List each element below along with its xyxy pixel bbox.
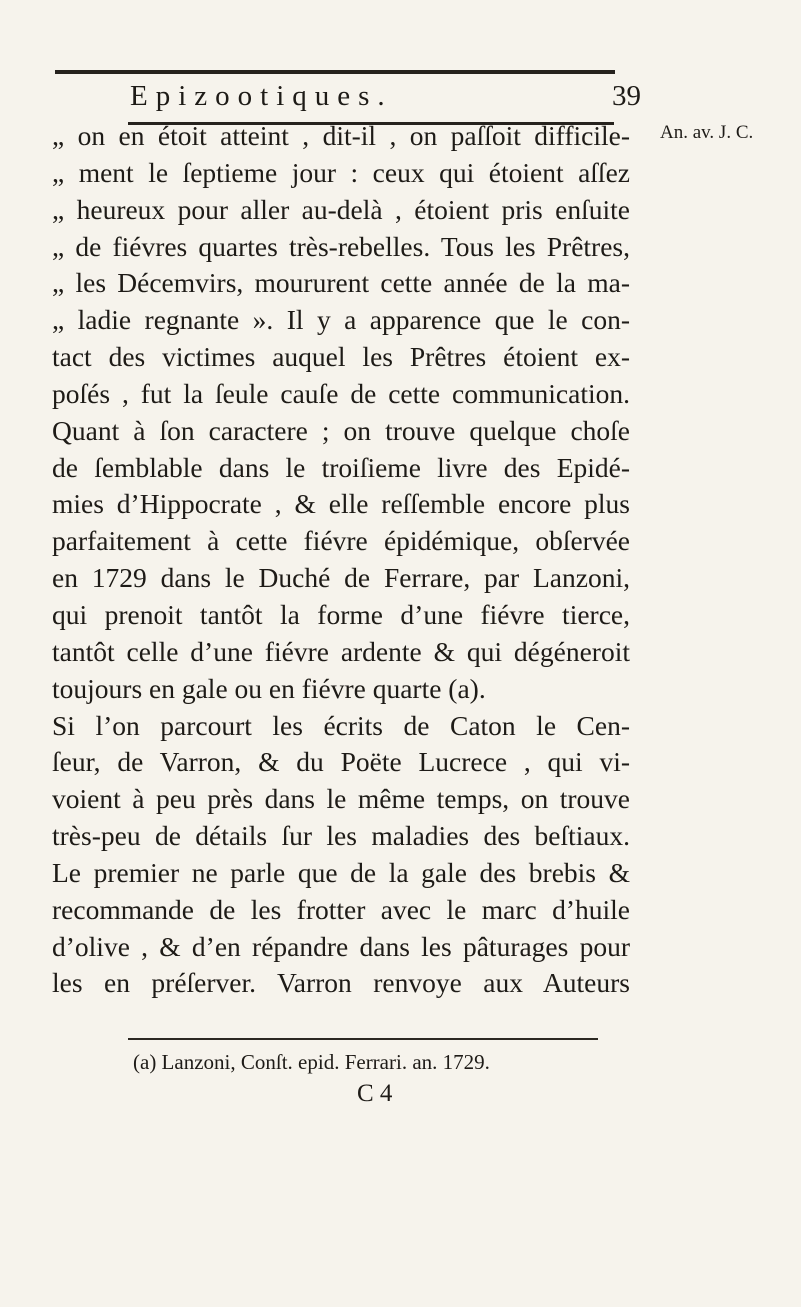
text-line: mies d’Hippocrate , & elle reſſemble encore plus (52, 488, 630, 520)
body-text (52, 118, 630, 1002)
text-line: „ ment le ſeptieme jour : ceux qui étoient aſſez (52, 156, 630, 188)
text-line: „ heureux pour aller au-delà , étoient pris enſuite (52, 193, 630, 225)
margin-note: An. av. J. C. (660, 122, 754, 143)
text-line: les en préſerver. Varron renvoye aux Auteurs (52, 967, 630, 999)
signature-mark: C 4 (357, 1080, 393, 1107)
text-line: très-peu de détails ſur les maladies des beſtiaux. (52, 820, 630, 852)
text-line: „ de fiévres quartes très-rebelles. Tous les Prêtres, (52, 230, 630, 262)
footnote-rule (128, 1038, 598, 1040)
text-line: recommande de les frotter avec le marc d’huile (52, 893, 630, 925)
text-line: de ſemblable dans le troiſieme livre des Epidé- (52, 451, 630, 483)
text-line: parfaitement à cette fiévre épidémique, obſervée (52, 525, 630, 557)
text-line: tact des victimes auquel les Prêtres étoient ex- (52, 341, 630, 373)
text-line: „ ladie regnante ». Il y a apparence que le con- (52, 304, 630, 336)
text-line: poſés , fut la ſeule cauſe de cette communication. (52, 377, 630, 409)
footnote: (a) Lanzoni, Conſt. epid. Ferrari. an. 1729. (133, 1050, 490, 1074)
text-line: en 1729 dans le Duché de Ferrare, par Lanzoni, (52, 562, 630, 594)
text-line: qui prenoit tantôt la forme d’une fiévre tierce, (52, 598, 630, 630)
running-title: Epizootiques. (130, 80, 393, 112)
text-line: toujours en gale ou en fiévre quarte (a). (52, 672, 486, 704)
text-line: voient à peu près dans le même temps, on trouve (52, 783, 630, 815)
page-number: 39 (612, 80, 641, 112)
text-line: tantôt celle d’une fiévre ardente & qui dégéneroit (52, 635, 630, 667)
page-header (130, 74, 650, 118)
text-line: „ on en étoit atteint , dit-il , on paſſoit difficile- (52, 120, 630, 151)
text-line: Si l’on parcourt les écrits de Caton le Cen- (52, 709, 630, 741)
text-line: Le premier ne parle que de la gale des brebis & (52, 856, 630, 888)
text-line: Quant à ſon caractere ; on trouve quelque choſe (52, 414, 630, 446)
text-line: „ les Décemvirs, moururent cette année de la ma- (52, 267, 630, 299)
text-line: ſeur, de Varron, & du Poëte Lucrece , qui vi- (52, 746, 630, 778)
text-line: d’olive , & d’en répandre dans les pâturages pour (52, 930, 630, 962)
